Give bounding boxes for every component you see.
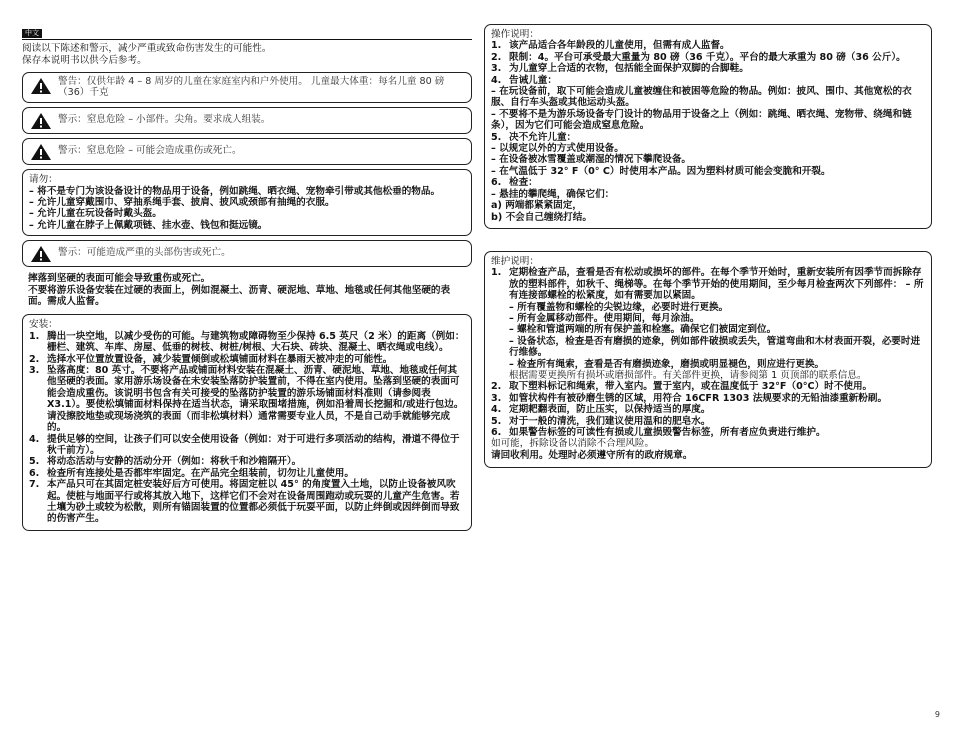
maintenance-notes — [491, 302, 925, 382]
list-item: 1. 该产品适合各年龄段的儿童使用，但需有成人监督。 — [491, 40, 730, 52]
maintenance-footer — [491, 438, 925, 461]
install-box — [22, 314, 472, 530]
left-column — [22, 20, 472, 531]
operation-box — [484, 24, 932, 229]
list-item: 5. 决不允许儿童： — [491, 131, 577, 143]
list-item: 1. 腾出一块空地，以减少受伤的可能。与建筑物或障碍物至少保持 6.5 英尺（2 米）的距离（例如：栅栏、建筑、车库、房屋、低垂的树枝、树桩/树根、大石块、砖块、混凝土、晒衣绳或电线）。 — [29, 330, 465, 354]
operation-list-2 — [491, 132, 925, 143]
note-line: – 以规定以外的方式使用设备。 — [491, 143, 624, 155]
install-title: 安装： — [29, 319, 58, 331]
intro-line: 阅读以下陈述和警示，减少严重或致命伤害发生的可能性。 — [22, 43, 272, 54]
operation-notes — [491, 86, 925, 132]
maintenance-list-2 — [491, 381, 925, 438]
list-item: 3. 为儿童穿上合适的衣物，包括能全面保护双脚的合脚鞋。 — [491, 63, 749, 75]
list-item: 2. 选择水平位置放置设备，减少装置倾倒或松填铺面材料在暴雨天被冲走的可能性。 — [29, 353, 393, 365]
note-line: – 在玩设备前，取下可能会造成儿童被缠住和被困等危险的物品。例如：披风、围巾、其他宽松的衣服、自行车头盔或其他运动头盔。 — [491, 86, 912, 109]
head-injury-warning-box — [22, 240, 472, 267]
operation-list-3 — [491, 177, 925, 188]
footer-line: 请回收利用。处理时必须遵守所有的政府规章。 — [491, 449, 693, 461]
operation-notes-3 — [491, 189, 925, 223]
head-injury-warning-text: 警示：可能造成严重的头部伤害或死亡。 — [58, 247, 231, 259]
warning-triangle-icon — [30, 245, 52, 263]
note-line: – 所有覆盖物和螺栓的尖锐边缘，必要时进行更换。 — [509, 301, 729, 313]
caution-item: – 将不是专门为该设备设计的物品用于设备，例如跳绳、晒衣绳、宠物牵引带或其他松垂的物品。 — [29, 185, 441, 197]
maintenance-title: 维护说明： — [491, 255, 539, 267]
maintenance-box — [484, 251, 932, 468]
operation-list — [491, 40, 925, 86]
warning-triangle-icon — [30, 112, 52, 130]
operation-notes-2 — [491, 143, 925, 177]
list-item: 6. 如果警告标签的可读性有损或儿童损毁警告标签，所有者应负责进行维护。 — [491, 427, 826, 438]
note-line: 根据需要更换所有损坏或磨损部件。有关部件更换，请参阅第 1 页顶部的联系信息。 — [509, 369, 867, 381]
note-line: – 在设备被冰雪覆盖或潮湿的情况下攀爬设备。 — [491, 154, 692, 166]
right-column — [484, 24, 932, 468]
caution-box — [22, 169, 472, 236]
warning-triangle-icon — [30, 77, 52, 95]
suffocation-warning-text: 警示：窒息危险 – 可能会造成重伤或死亡。 — [58, 145, 242, 157]
maintenance-list — [491, 267, 925, 301]
note-line: – 在气温低于 32° F（0° C）时使用本产品。因为塑料材质可能会变脆和开裂。 — [491, 165, 831, 177]
intro-text — [22, 43, 472, 67]
surface-note — [22, 273, 472, 307]
note-line: – 设备状态，检查是否有磨损的迹象，例如部件破损或丢失，管道弯曲和木材表面开裂，必要时进行维修。 — [509, 335, 921, 359]
note-line: – 所有金属移动部件。使用期间，每月涂油。 — [509, 312, 700, 324]
language-rule — [22, 39, 472, 40]
note-line: b) 不会自己缠绕打结。 — [491, 211, 592, 223]
footer-line: 如可能，拆除设备以消除不合理风险。 — [491, 438, 655, 450]
note-line: a) 两端都紧紧固定， — [491, 200, 582, 212]
surface-note-line: 摔落到坚硬的表面可能会导致重伤或死亡。 — [28, 273, 211, 285]
caution-item: – 允许儿童在玩设备时戴头盔。 — [29, 208, 162, 220]
list-item: 2. 限制：4。平台可承受最大重量为 80 磅（36 千克）。平台的最大承重为 80 磅（36 公斤）。 — [491, 51, 906, 63]
note-line: – 螺栓和管道两端的所有保护盖和栓塞。确保它们被固定到位。 — [509, 324, 777, 336]
list-item: 3. 坠落高度：80 英寸。不要将产品或铺面材料安装在混凝土、沥青、硬泥地、草地、地毯或任何其他坚硬的表面。家用游乐场设备在未安装坠落防护装置前，不得在室内使用。坠落到坚硬的表面可能会造成重伤。该说明书包含有关可接受的坠落防护装置的游乐场铺面材料准则（请参阅表 X3.1）。要使松填铺面材料保持在适当状态，请采取围堵措施，例如沿着周长挖掘和/或进行包边。请没擦胶地垫或现场浇筑的表面（而非松填材料）通常需要专业人员，不是自己动手就能够完成的。 — [29, 365, 464, 434]
suffocation-warning-box — [22, 138, 472, 165]
intro-line: 保存本说明书以供今后参考。 — [22, 54, 147, 66]
list-item: 4. 定期耙翻表面，防止压实，以保持适当的厚度。 — [491, 404, 711, 416]
language-tag: 中文 — [22, 29, 42, 38]
age-warning-text: 警告：仅供年龄 4 – 8 周岁的儿童在家庭室内和户外使用。 儿童最大体重：每名儿童 80 磅（36）千克 — [58, 75, 445, 99]
list-item: 1. 定期检查产品，查看是否有松动或损坏的部件。在每个季节开始时，重新安装所有因季节而拆除存放的塑料部件，如秋千、绳梯等。在每个季节开始的使用期间，至少每月检查两次下列部件： – 所有连接部螺栓的松紧度，如有需要加以紧固。 — [491, 267, 924, 302]
list-item: 5. 对于一般的清洗，我们建议使用温和的肥皂水。 — [491, 415, 711, 427]
operation-title: 操作说明： — [491, 29, 539, 40]
list-item: 4. 提供足够的空间，让孩子们可以安全使用设备（例如：对于可进行多项活动的结构，滑道不得位于秋千前方）。 — [29, 433, 460, 456]
install-list — [29, 331, 465, 525]
note-line: – 悬挂的攀爬绳，确保它们： — [491, 188, 615, 200]
list-item: 5. 将动态活动与安静的活动分开（例如：将秋千和沙箱隔开）。 — [29, 456, 302, 468]
list-item: 4. 告诫儿童： — [491, 74, 557, 86]
list-item: 7. 本产品只可在其固定桩安装好后方可使用。将固定桩以 45° 的角度置入土地，以防止设备被风吹起。使桩与地面平行或将其放入地下，这样它们不会对在设备周围跑动或玩耍的儿童产生危害。若土壤为砂土或较为松散，则所有锚固装置的位置都必须低于玩耍平面，以防止绊倒或因绊倒而导致的伤害产生。 — [29, 479, 460, 525]
caution-title: 请勿： — [29, 174, 58, 186]
note-line: – 检查所有绳索，查看是否有磨损迹象，磨损或明显褪色，则应进行更换。 — [509, 358, 825, 370]
language-header — [22, 20, 472, 40]
surface-note-line: 不要将游乐设备安装在过硬的表面上，例如混凝土、沥青、硬泥地、草地、地毯或任何其他坚硬的表面。需成人监督。 — [28, 284, 451, 308]
note-line: – 不要将不是为游乐场设备专门设计的物品用于设备之上（例如：跳绳、晒衣绳、宠物带、绕绳和链条），因为它们可能会造成窒息危险。 — [491, 108, 912, 132]
warning-triangle-icon — [30, 143, 52, 161]
caution-item: – 允许儿童在脖子上佩戴项链、挂水壶、钱包和挺远镜。 — [29, 219, 268, 231]
list-item: 6. 检查所有连接处是否都牢牢固定。在产品完全组装前，切勿让儿童使用。 — [29, 467, 354, 479]
caution-item: – 允许儿童穿戴围巾、穿抽系绳手套、披肩、披风或颈部有抽绳的衣服。 — [29, 197, 335, 208]
age-warning-box — [22, 72, 472, 104]
page-number: 9 — [934, 710, 940, 719]
list-item: 2. 取下塑料标记和绳索，带入室内。置于室内，或在温度低于 32°F（0°C）时不使用。 — [491, 381, 873, 393]
small-parts-warning-text: 警示：窒息危险 – 小部件。尖角。要求成人组装。 — [58, 114, 271, 126]
small-parts-warning-box — [22, 107, 472, 134]
list-item: 3. 如管状构件有被砂磨生锈的区域，用符合 16CFR 1303 法规要求的无铅油漆重新粉刷。 — [491, 392, 888, 404]
list-item: 6. 检查： — [491, 177, 538, 189]
